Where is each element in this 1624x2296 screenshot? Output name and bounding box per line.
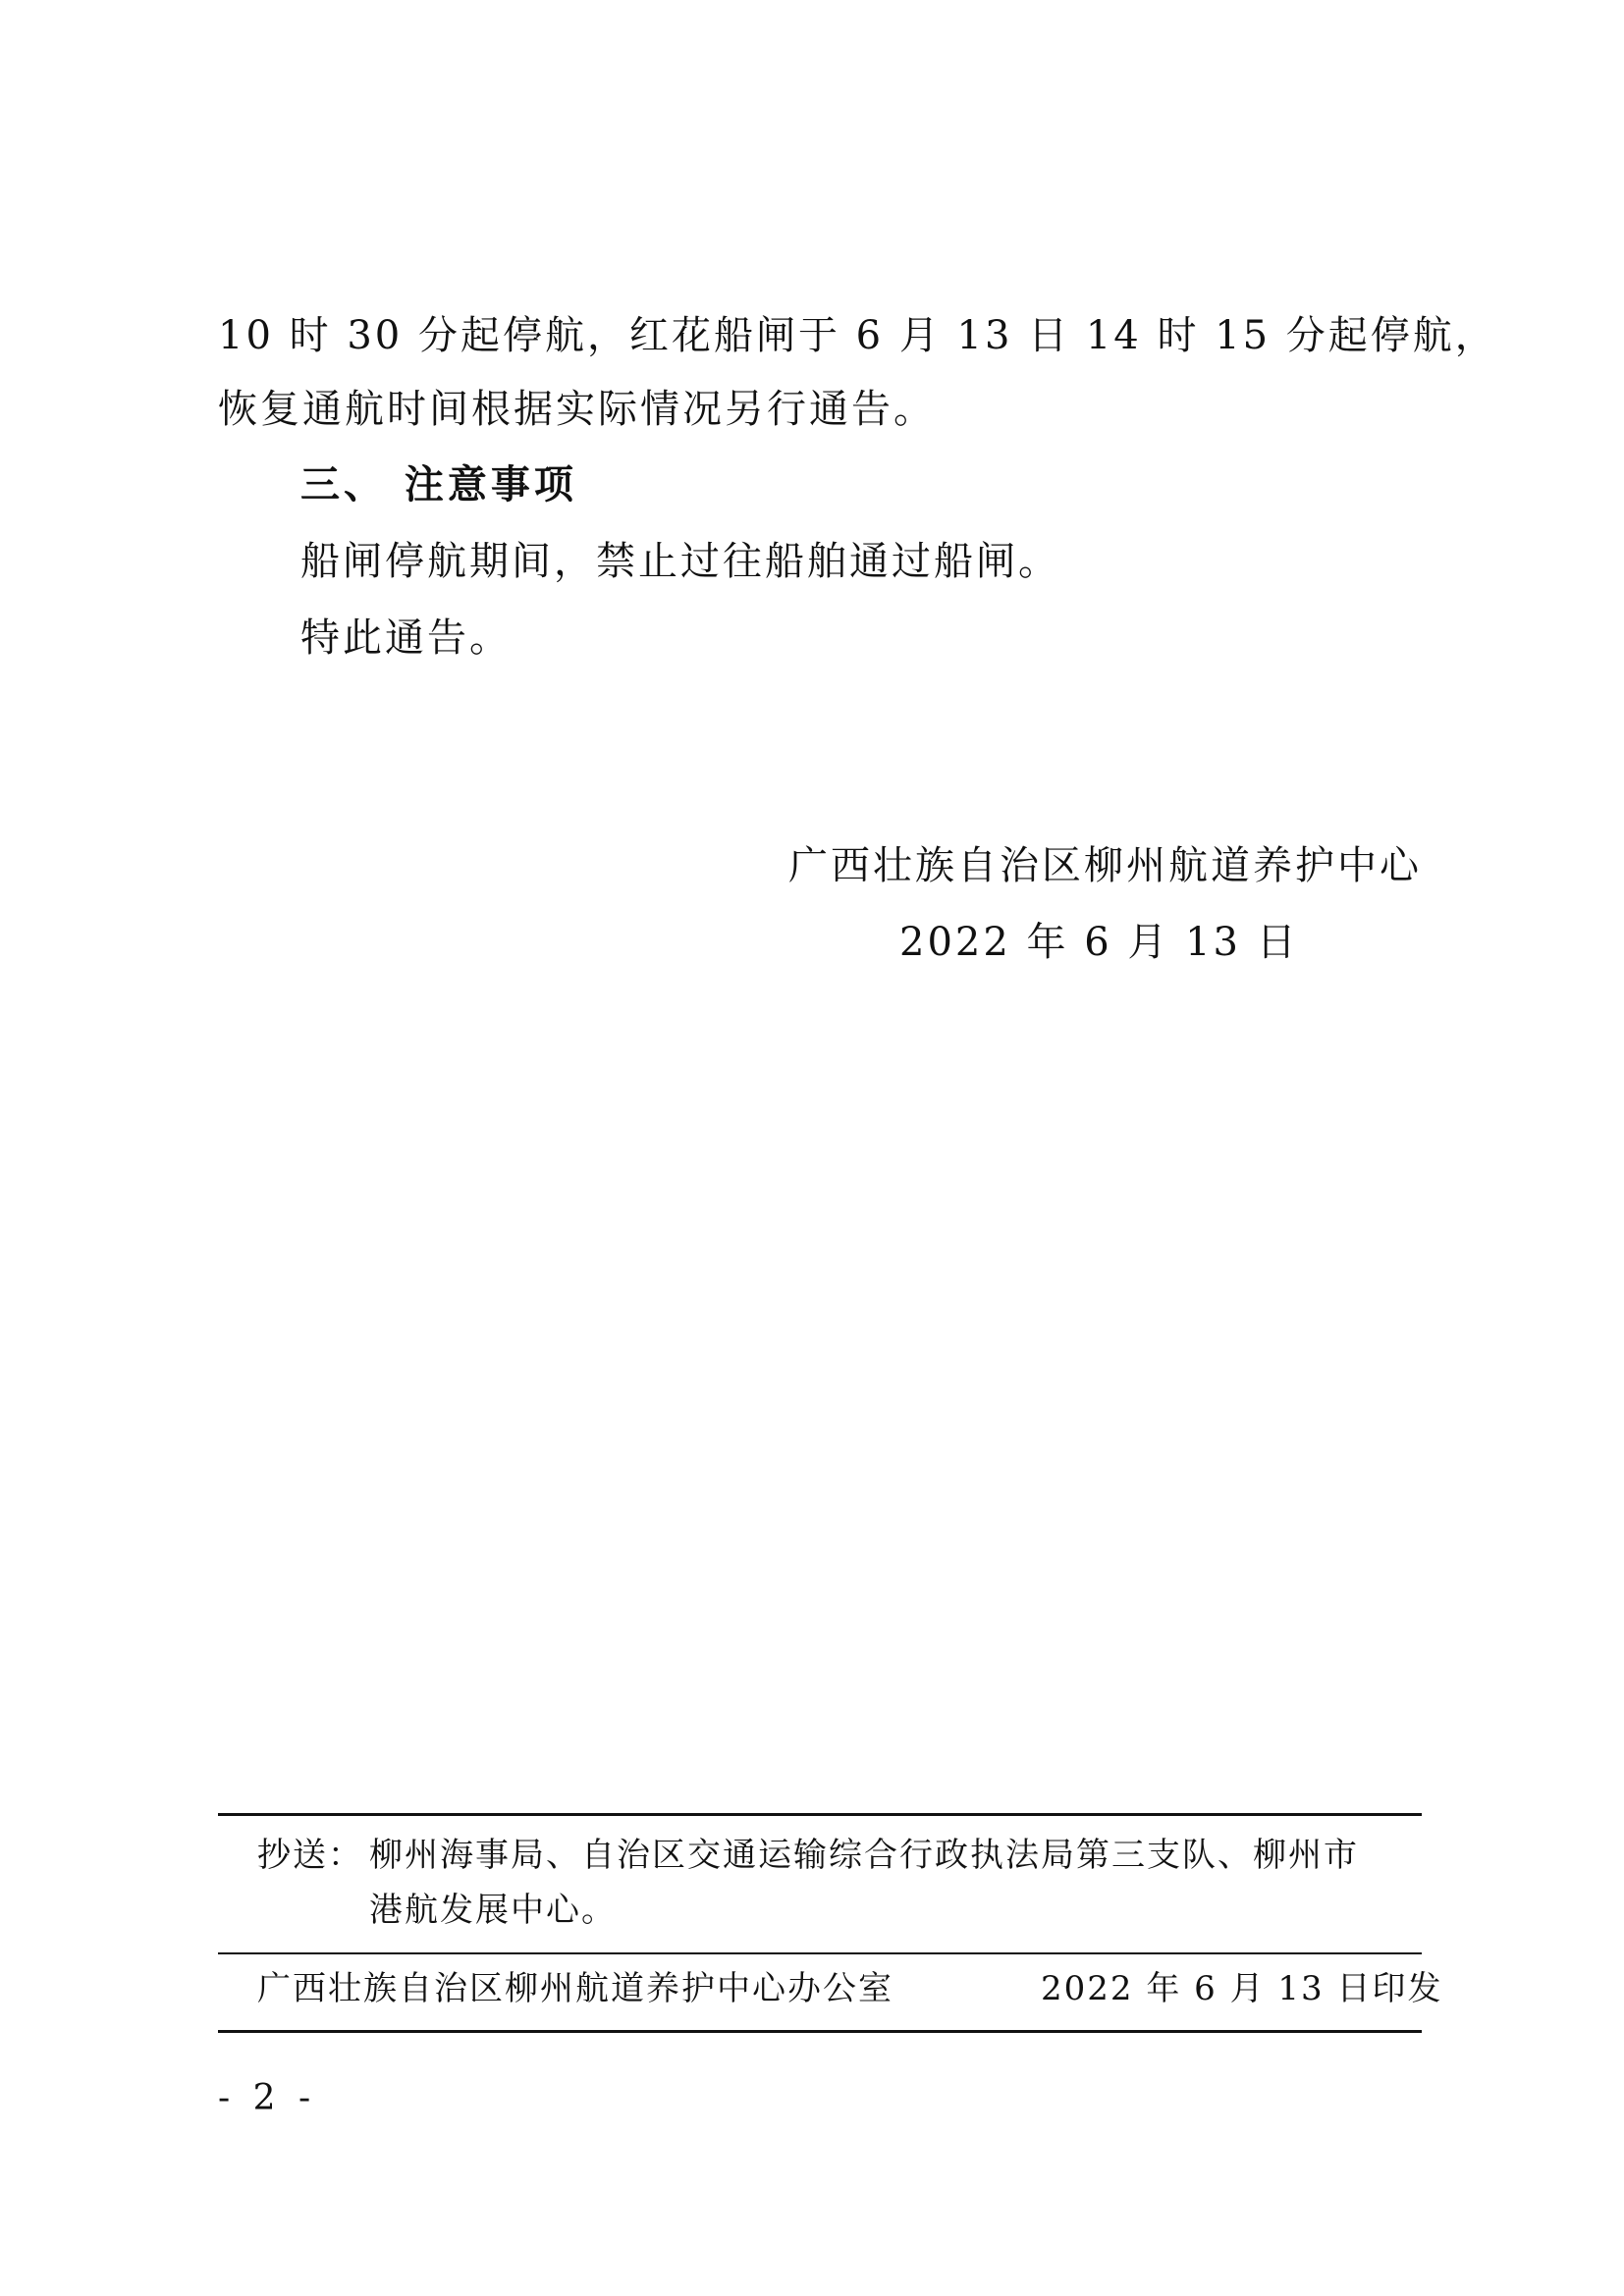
issuing-office: 广西壮族自治区柳州航道养护中心办公室: [257, 1969, 893, 2008]
page-number: - 2 -: [218, 2078, 317, 2118]
cc-recipients-line-1: 柳州海事局、自治区交通运输综合行政执法局第三支队、柳州市: [369, 1836, 1359, 1875]
section-heading: 三、 注意事项: [300, 462, 577, 507]
footer-middle-rule: [218, 1952, 1422, 1954]
signature-organization: 广西壮族自治区柳州航道养护中心: [788, 843, 1422, 888]
notice-line: 船闸停航期间，禁止过往船舶通过船闸。: [300, 539, 1060, 584]
cc-recipients-line-2: 港航发展中心。: [369, 1891, 617, 1930]
footer-bottom-rule: [218, 2030, 1422, 2033]
footer-top-rule: [218, 1813, 1422, 1816]
signature-date: 2022 年 6 月 13 日: [899, 920, 1299, 965]
cc-label: 抄送：: [257, 1836, 363, 1875]
paragraph-line-1: 10 时 30 分起停航，红花船闸于 6 月 13 日 14 时 15 分起停航，: [218, 313, 1497, 358]
paragraph-line-2: 恢复通航时间根据实际情况另行通告。: [218, 387, 936, 432]
issue-date: 2022 年 6 月 13 日印发: [1041, 1969, 1443, 2008]
closing-line: 特此通告。: [300, 615, 512, 661]
